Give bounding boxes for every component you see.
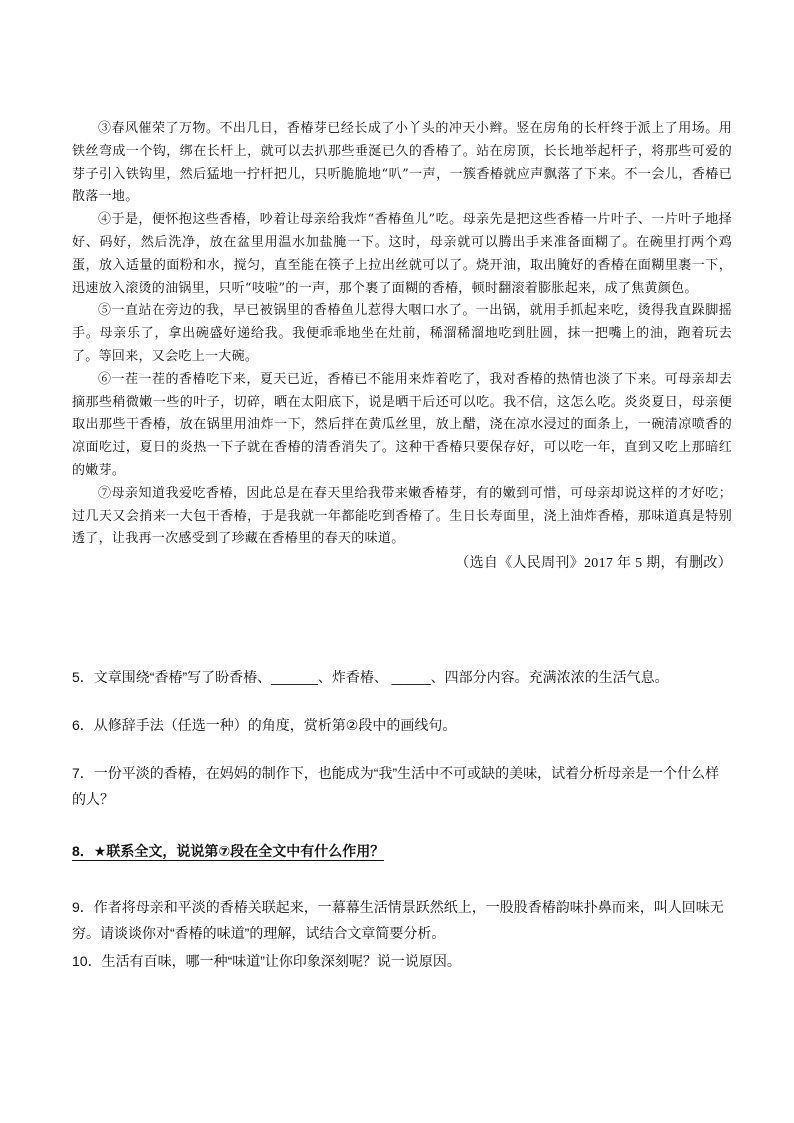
- question-text: 一份平淡的香椿，在妈妈的制作下，也能成为“我”生活中不可或缺的美味，试着分析母亲是一个什么样的人？: [72, 765, 720, 807]
- question-text: 作者将母亲和平淡的香椿关联起来，一幕幕生活情景跃然纸上，一股股香椿韵味扑鼻而来，叫人回味无穷。请谈谈你对“香椿的味道”的理解，试结合文章简要分析。: [72, 899, 724, 941]
- paragraph-4: ④于是，便怀抱这些香椿，吵着让母亲给我炸“香椿鱼儿”吃。母亲先是把这些香椿一片叶子、一片叶子地择好、码好，然后洗净，放在盆里用温水加盐腌一下。这时，母亲就可以腾出手来准备面糊了。在碗里打两个鸡蛋，放入适量的面粉和水，搅匀，直至能在筷子上拉出丝就可以了。烧开油，取出腌好的香椿在面糊里裹一下，迅速放入滚烫的油锅里，只听“吱啦”的一声，那个裹了面糊的香椿，顿时翻滚着膨胀起来，成了焦黄颜色。: [72, 212, 732, 296]
- question-number: 9．: [72, 899, 94, 915]
- question-text: ★联系全文，说说第⑦段在全文中有什么作用？: [93, 843, 385, 859]
- question-text-underlined: [72, 843, 384, 861]
- question-6: [72, 712, 732, 738]
- question-number: 6．: [72, 717, 94, 733]
- question-9: [72, 894, 732, 946]
- question-7: [72, 760, 732, 812]
- paragraph-7: ⑦母亲知道我爱吃香椿，因此总是在春天里给我带来嫩香椿芽，有的嫩到可惜，可母亲却说这样的才好吃；过几天又会捎来一大包干香椿，于是我就一年都能吃到香椿了。生日长寿面里，浇上油炸香椿，那味道真是特别透了，让我再一次感受到了珍藏在香椿里的春天的味道。: [72, 485, 732, 547]
- question-number: 10．: [72, 953, 102, 969]
- question-10: [72, 948, 732, 974]
- paragraph-3: ③春风催荣了万物。不出几日，香椿芽已经长成了小丫头的冲天小辫。竖在房角的长杆终于派上了用场。用铁丝弯成一个钩，绑在长杆上，就可以去扒那些垂涎已久的香椿了。站在房顶，长长地举起杆子，将那些可爱的芽子引入铁钩里，然后猛地一拧杆把儿，只听脆脆地“叭”一声，一簇香椿就应声飘落了下来。不一会儿，香椿已散落一地。: [72, 121, 732, 205]
- question-8: [72, 838, 732, 864]
- question-number: 5．: [72, 669, 94, 685]
- question-number: 7．: [72, 765, 94, 781]
- question-text: 从修辞手法（任选一种）的角度，赏析第②段中的画线句。: [93, 717, 457, 733]
- question-5: [72, 664, 732, 690]
- source-citation: （选自《人民周刊》2017 年 5 期，有删改）: [455, 556, 732, 572]
- reading-passage: [72, 118, 732, 575]
- paragraph-5: ⑤一直站在旁边的我，早已被锅里的香椿鱼儿惹得大咽口水了。一出锅，就用手抓起来吃，烫得我直跺脚摇手。母亲乐了，拿出碗盛好递给我。我便乖乖地坐在灶前，稀溜稀溜地吃到肚圆，抹一把嘴上的油，跑着玩去了。等回来，又会吃上一大碗。: [72, 303, 732, 364]
- question-number: 8．: [72, 843, 94, 859]
- question-text: 文章围绕“香椿”写了盼香椿、______、炸香椿、 _____、四部分内容。充满浓浓的生活气息。: [93, 669, 669, 685]
- paragraph-6: ⑥一茬一茬的香椿吃下来，夏天已近，香椿已不能用来炸着吃了，我对香椿的热情也淡了下来。可母亲却去摘那些稍微嫩一些的叶子，切碎，晒在太阳底下，说是晒干后还可以吃。我不信，这怎么吃。炎炎夏日，母亲便取出那些干香椿，放在锅里用油炸一下，然后拌在黄瓜丝里，放上醋，浇在凉水浸过的面条上，一碗清凉喷香的凉面吃过，夏日的炎热一下子就在香椿的清香消失了。这种干香椿只要保存好，可以吃一年，直到又吃上那暗红的嫩芽。: [72, 371, 732, 478]
- question-list: [72, 664, 732, 974]
- question-text: 生活有百味，哪一种“味道”让你印象深刻呢？说一说原因。: [101, 953, 461, 969]
